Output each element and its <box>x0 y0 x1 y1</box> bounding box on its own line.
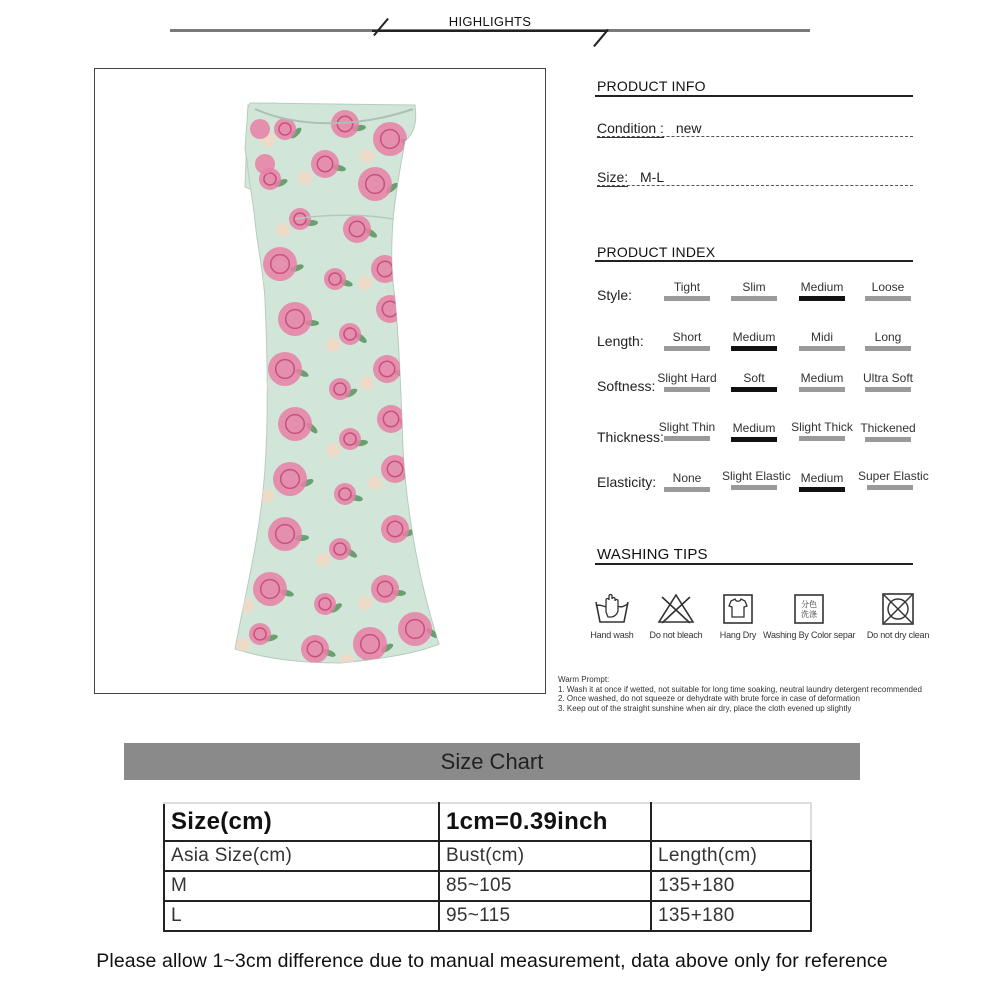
index-option: Short <box>655 330 719 351</box>
index-option: Slim <box>722 280 786 301</box>
warm-prompt-title: Warm Prompt: <box>558 675 610 684</box>
size-chart-title: Size Chart <box>124 743 860 780</box>
table-cell: 135+180 <box>651 871 811 901</box>
index-option: Soft <box>722 371 786 392</box>
size-chart-table <box>163 802 812 932</box>
condition-value: new <box>675 120 702 136</box>
wash-item-separate-colors <box>763 592 855 640</box>
size-dashed-line <box>597 185 913 186</box>
index-option: Medium <box>790 371 854 392</box>
table-row <box>164 841 811 871</box>
index-option: Medium <box>722 421 786 442</box>
product-photo <box>94 68 546 694</box>
index-option: Midi <box>790 330 854 351</box>
size-chart-header-cell: Size(cm) <box>164 803 439 841</box>
index-option: Slight Thin <box>655 420 719 441</box>
index-label-length: Length: <box>597 333 644 349</box>
size-value: M-L <box>640 169 665 185</box>
no-bleach-icon <box>656 592 696 626</box>
separate-colors-icon <box>789 592 829 626</box>
index-option: Long <box>856 330 920 351</box>
table-row <box>164 901 811 931</box>
highlights-header <box>372 14 608 48</box>
index-option: Thickened <box>856 421 920 442</box>
table-cell: L <box>164 901 439 931</box>
product-info-title: PRODUCT INFO <box>597 78 706 94</box>
size-chart-note: Please allow 1~3cm difference due to manual measurement, data above only for reference <box>96 950 888 972</box>
index-option: Medium <box>790 280 854 301</box>
index-option: Tight <box>655 280 719 301</box>
index-option: Slight Elastic <box>722 469 786 490</box>
highlights-bar <box>372 30 608 32</box>
warm-prompt-line: 3. Keep out of the straight sunshine when air dry, place the cloth evened up slightly <box>558 703 852 713</box>
table-cell: Length(cm) <box>651 841 811 871</box>
index-option: Slight Thick <box>790 420 854 441</box>
hang-dry-label: Hang Dry <box>719 630 757 640</box>
table-cell: 135+180 <box>651 901 811 931</box>
size-row <box>597 169 913 185</box>
table-cell: Bust(cm) <box>439 841 651 871</box>
washing-tips-title: WASHING TIPS <box>597 546 708 563</box>
table-cell: Asia Size(cm) <box>164 841 439 871</box>
size-chart-header-cell: 1cm=0.39inch <box>439 803 651 841</box>
condition-dashed-line <box>597 136 913 137</box>
hang-dry-icon <box>718 592 758 626</box>
hand-wash-icon <box>592 592 632 626</box>
index-option: Loose <box>856 280 920 301</box>
svg-text:分色: 分色 <box>801 600 817 609</box>
warm-prompt <box>558 675 988 713</box>
table-cell: 95~115 <box>439 901 651 931</box>
index-label-style: Style: <box>597 287 633 303</box>
index-option: Ultra Soft <box>856 371 920 392</box>
index-option: Medium <box>790 471 854 492</box>
table-cell: M <box>164 871 439 901</box>
highlights-title: HIGHLIGHTS <box>448 14 532 29</box>
hand-wash-label: Hand wash <box>590 630 634 640</box>
product-info-rule <box>595 95 913 97</box>
size-chart-header-row <box>164 803 811 841</box>
product-index-rule <box>595 260 913 262</box>
index-option: None <box>655 471 719 492</box>
washing-tips-rule <box>595 563 913 565</box>
separate-colors-label: Washing By Color separ <box>763 630 856 640</box>
product-index-title: PRODUCT INDEX <box>597 244 716 260</box>
warm-prompt-line: 1. Wash it at once if wetted, not suitable for long time soaking, neutral laundry detergent recommended <box>558 684 922 694</box>
size-label: Size: <box>597 169 629 185</box>
wash-item-no-dry-clean <box>852 592 944 640</box>
index-option: Slight Hard <box>655 371 719 392</box>
table-cell: 85~105 <box>439 871 651 901</box>
condition-row <box>597 120 913 136</box>
index-option: Super Elastic <box>858 469 922 490</box>
no-dry-clean-label: Do not dry clean <box>866 630 930 640</box>
index-option: Medium <box>722 330 786 351</box>
index-label-elasticity: Elasticity: <box>597 474 657 490</box>
no-dry-clean-icon <box>878 592 918 626</box>
index-label-softness: Softness: <box>597 378 656 394</box>
condition-label: Condition : <box>597 120 664 136</box>
table-row <box>164 871 811 901</box>
svg-text:洗涤: 洗涤 <box>801 610 817 619</box>
warm-prompt-line: 2. Once washed, do not squeeze or dehydrate with brute force in case of deformation <box>558 694 860 703</box>
floral-dress-illustration <box>95 69 545 693</box>
index-label-thickness: Thickness: <box>597 429 664 445</box>
size-chart-header-cell <box>651 803 811 841</box>
no-bleach-label: Do not bleach <box>649 630 703 640</box>
